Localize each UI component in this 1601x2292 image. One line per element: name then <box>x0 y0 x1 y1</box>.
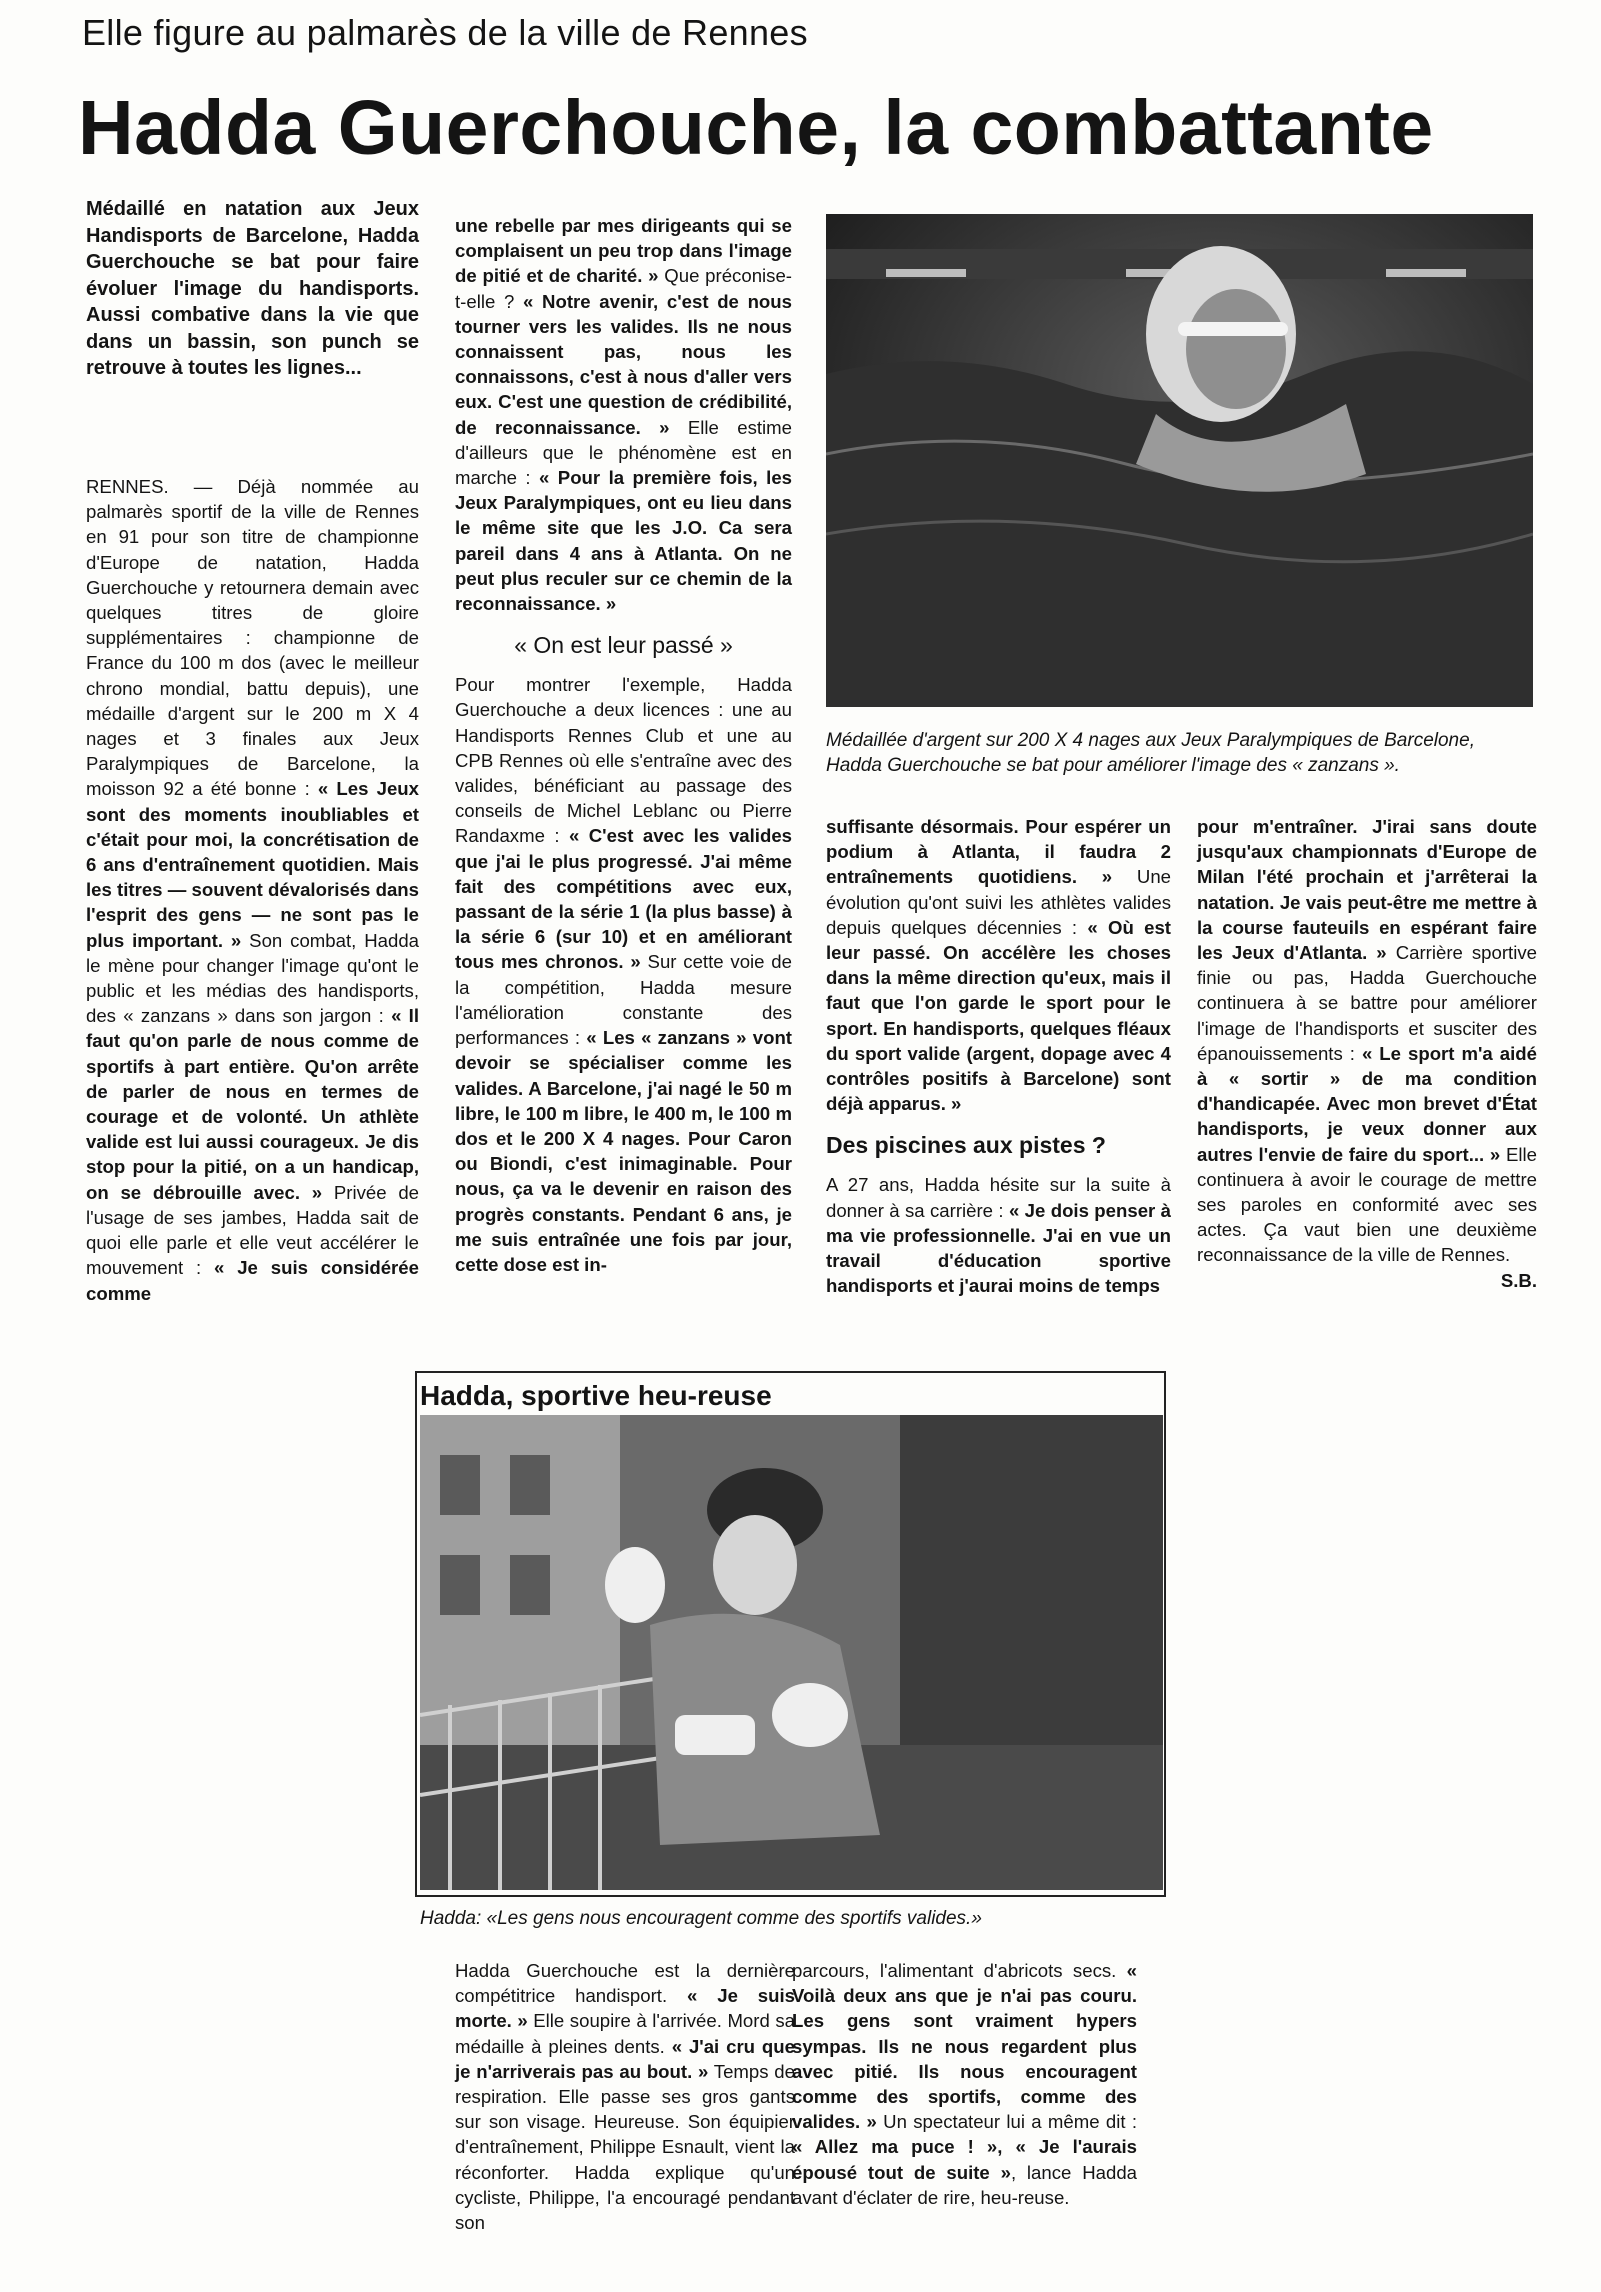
cyclist-photo <box>420 1415 1163 1890</box>
paragraph <box>455 1958 795 2235</box>
text-run: suffisante désormais. Pour espérer un podium à Atlanta, il faudra 2 entraînements quotidiens. » <box>826 816 1171 888</box>
text-run: « Pour la première fois, les Jeux Paralympiques, ont eu lieu dans le même site que les J.O. Ca sera pareil dans 4 ans à Atlanta. On ne peut plus reculer sur ce chemin de la reconnaissance. » <box>455 467 793 615</box>
photo-caption: Médaillée d'argent sur 200 X 4 nages aux Jeux Paralympiques de Barcelone, Hadda Guerchouche se bat pour améliorer l'image des « zanzans ». <box>826 730 1475 776</box>
subhead: Des piscines aux pistes ? <box>826 1132 1106 1159</box>
text-run: une rebelle par mes dirigeants qui se complaisent un peu trop dans l'image de pitié et de charité. » <box>455 215 792 287</box>
text-run: , lance Hadda avant d'éclater de rire, heu-reuse. <box>792 2161 1137 2208</box>
article-column-1 <box>86 474 419 1306</box>
text-run: « Où est leur passé. On accélère les choses dans la même direction qu'eux, mais il faut que l'on garde le sport pour le sport. En handisports, quelques fléaux du sport valide (argent, dopage avec 4 contrôles positifs à Barcelone) sont déjà apparus. » <box>826 916 1171 1115</box>
swimmer-photo-drawing <box>826 214 1533 707</box>
cyclist-photo-drawing <box>420 1415 1163 1890</box>
paragraph <box>1197 814 1537 1268</box>
text-run: « Il faut qu'on parle de nous comme de sportifs à part entière. Qu'on arrête de parler de nous en termes de courage et de volonté. Un athlète valide est lui aussi courageux. Je dis stop pour la pitié, on a un handicap, on se débrouille avec. » <box>86 1005 419 1203</box>
text-run: Sur cette voie de la compétition, Hadda mesure l'amélioration constante des performances : <box>455 951 792 1049</box>
text-run: Une évolution qu'ont suivi les athlètes valides depuis quelques décennies : <box>826 866 1171 938</box>
text-run: Elle continuera à avoir le courage de mettre ses paroles en conformité avec ses actes. Ça vaut bien une deuxième reconnaissance de la ville de Rennes. <box>1197 1143 1538 1266</box>
paragraph <box>792 1958 1137 2210</box>
text-run: Pour montrer l'exemple, Hadda Guerchouche a deux licences : une au Handisports Rennes Club et une au CPB Rennes où elle s'entraîne avec des valides, bénéficiant au passage des conseils de Michel Leblanc ou Pierre Randaxme : <box>455 674 792 847</box>
text-run: Elle estime d'ailleurs que le phénomène est en marche : <box>455 416 792 489</box>
text-run: « Je suis considérée comme <box>86 1257 419 1304</box>
text-run: « J'ai cru que je n'arriverais pas au bout. » <box>455 2035 795 2082</box>
text-run: parcours, l'alimentant d'abricots secs. <box>792 1960 1127 1981</box>
subhead: « On est leur passé » <box>514 632 733 659</box>
swimmer-photo <box>826 214 1533 707</box>
text-run: A 27 ans, Hadda hésite sur la suite à donner à sa carrière : <box>826 1174 1171 1221</box>
text-run: « Je suis morte. » <box>455 1985 795 2032</box>
kicker: Elle figure au palmarès de la ville de Rennes <box>82 12 808 53</box>
text-run: Son combat, Hadda le mène pour changer l'image qu'ont le public et les médias des handisports, des « zanzans » dans son jargon : <box>86 929 420 1027</box>
article-column-2 <box>455 213 792 1277</box>
paragraph <box>86 474 419 1306</box>
text-run: « Notre avenir, c'est de nous tourner vers les valides. Ils ne nous connaissent pas, nous les connaissons, c'est à nous d'aller vers eux. C'est une question de crédibilité, de reconnaissance. » <box>455 290 792 438</box>
sidebar-title: Hadda, sportive heu-reuse <box>420 1380 772 1411</box>
paragraph <box>455 213 792 616</box>
article-column-3 <box>826 814 1171 1298</box>
text-run: « Je dois penser à ma vie professionnelle. J'ai en vue un travail d'éducation sportive handisports et j'aurai moins de temps <box>826 1199 1171 1297</box>
text-run: RENNES. — Déjà nommée au palmarès sportif de la ville de Rennes en 91 pour son titre de championne d'Europe de natation, Hadda Guerchouche y retournera demain avec quelques titres de gloire supplémentaires : championne de France du 100 m dos (avec le meilleur chrono mondial, battu depuis), une médaille d'argent sur le 200 m X 4 nages et 3 finales aux Jeux Paralympiques de Barcelone, la moisson 92 a été bonne : <box>86 476 419 800</box>
headline: Hadda Guerchouche, la combattante <box>78 85 1434 171</box>
paragraph <box>826 814 1171 1116</box>
signature: S.B. <box>1500 1269 1537 1291</box>
text-run: Un spectateur lui a même dit : <box>876 2111 1137 2133</box>
text-run: Carrière sportive finie ou pas, Hadda Guerchouche continuera à se battre pour améliorer l'image de l'handisports et susciter des épanouissements : <box>1197 942 1537 1064</box>
text-run: Hadda Guerchouche est la dernière compétitrice handisport. <box>455 1960 795 2007</box>
text-run: Que préconise-t-elle ? <box>455 265 792 312</box>
sidebar-column-2 <box>792 1958 1137 2210</box>
text-run: « Le sport m'a aidé à « sortir » de ma condition d'handicapée. Avec mon brevet d'État handisports, je veux donner aux autres l'envie de faire du sport... » <box>1197 1042 1537 1165</box>
text-run: Temps de respiration. Elle passe ses gros gants sur son visage. Heureuse. Son équipier d'entraînement, Philippe Esnault, vient la réconforter. Hadda explique qu'un cycliste, Philippe, l'a encouragé pendant son <box>455 2060 795 2234</box>
text-run: « Allez ma puce ! », « Je l'aurais épousé tout de suite » <box>792 2136 1137 2183</box>
chapo: Médaillé en natation aux Jeux Handisports de Barcelone, Hadda Guerchouche se bat pour faire évoluer l'image du handisports. Aussi combative dans la vie que dans un bassin, son punch se retrouve à toutes les lignes... <box>86 198 419 379</box>
paragraph <box>455 672 792 1277</box>
paragraph <box>826 1172 1171 1298</box>
text-run: pour m'entraîner. J'irai sans doute jusqu'aux championnats d'Europe de Milan l'été prochain et j'arrêterai la natation. Je vais peut-être me mettre à la course fauteuils en espérant faire les Jeux d'Atlanta. » <box>1197 816 1537 964</box>
text-run: « Les « zanzans » vont devoir se spécialiser comme les valides. A Barcelone, j'ai nagé le 50 m libre, le 100 m libre, le 400 m, le 100 m dos et le 200 X 4 nages. Pour Caron ou Biondi, c'est inimaginable. Pour nous, ça va le devenir en raison des progrès constants. Pendant 6 ans, je me suis entraînée une fois par jour, cette dose est in- <box>455 1027 792 1275</box>
article-column-4 <box>1197 814 1537 1293</box>
text-run: « Les Jeux sont des moments inoubliables et c'était pour moi, la concrétisation de 6 ans d'entraînement quotidien. Mais les titres — souvent dévalorisés dans l'esprit des gens — ne sont pas le plus important. » <box>86 778 419 951</box>
sidebar-column-1 <box>455 1958 795 2235</box>
text-run: « C'est avec les valides que j'ai le plus progressé. J'ai même fait des compétitions avec eux, passant de la série 1 (la plus basse) à la série 6 (sur 10) et en améliorant tous mes chronos. » <box>455 825 792 973</box>
sidebar-photo-caption: Hadda: «Les gens nous encouragent comme des sportifs valides.» <box>420 1908 982 1929</box>
text-run: Privée de l'usage de ses jambes, Hadda sait de quoi elle parle et elle veut accélérer le mouvement : <box>86 1181 420 1279</box>
text-run: Elle soupire à l'arrivée. Mord sa médaille à pleines dents. <box>455 2010 795 2057</box>
text-run: « Voilà deux ans que je n'ai pas couru. Les gens sont vraiment hypers sympas. Ils ne nous regardent plus avec pitié. Ils nous encouragent comme des sportifs, comme des valides. » <box>792 1960 1137 2133</box>
